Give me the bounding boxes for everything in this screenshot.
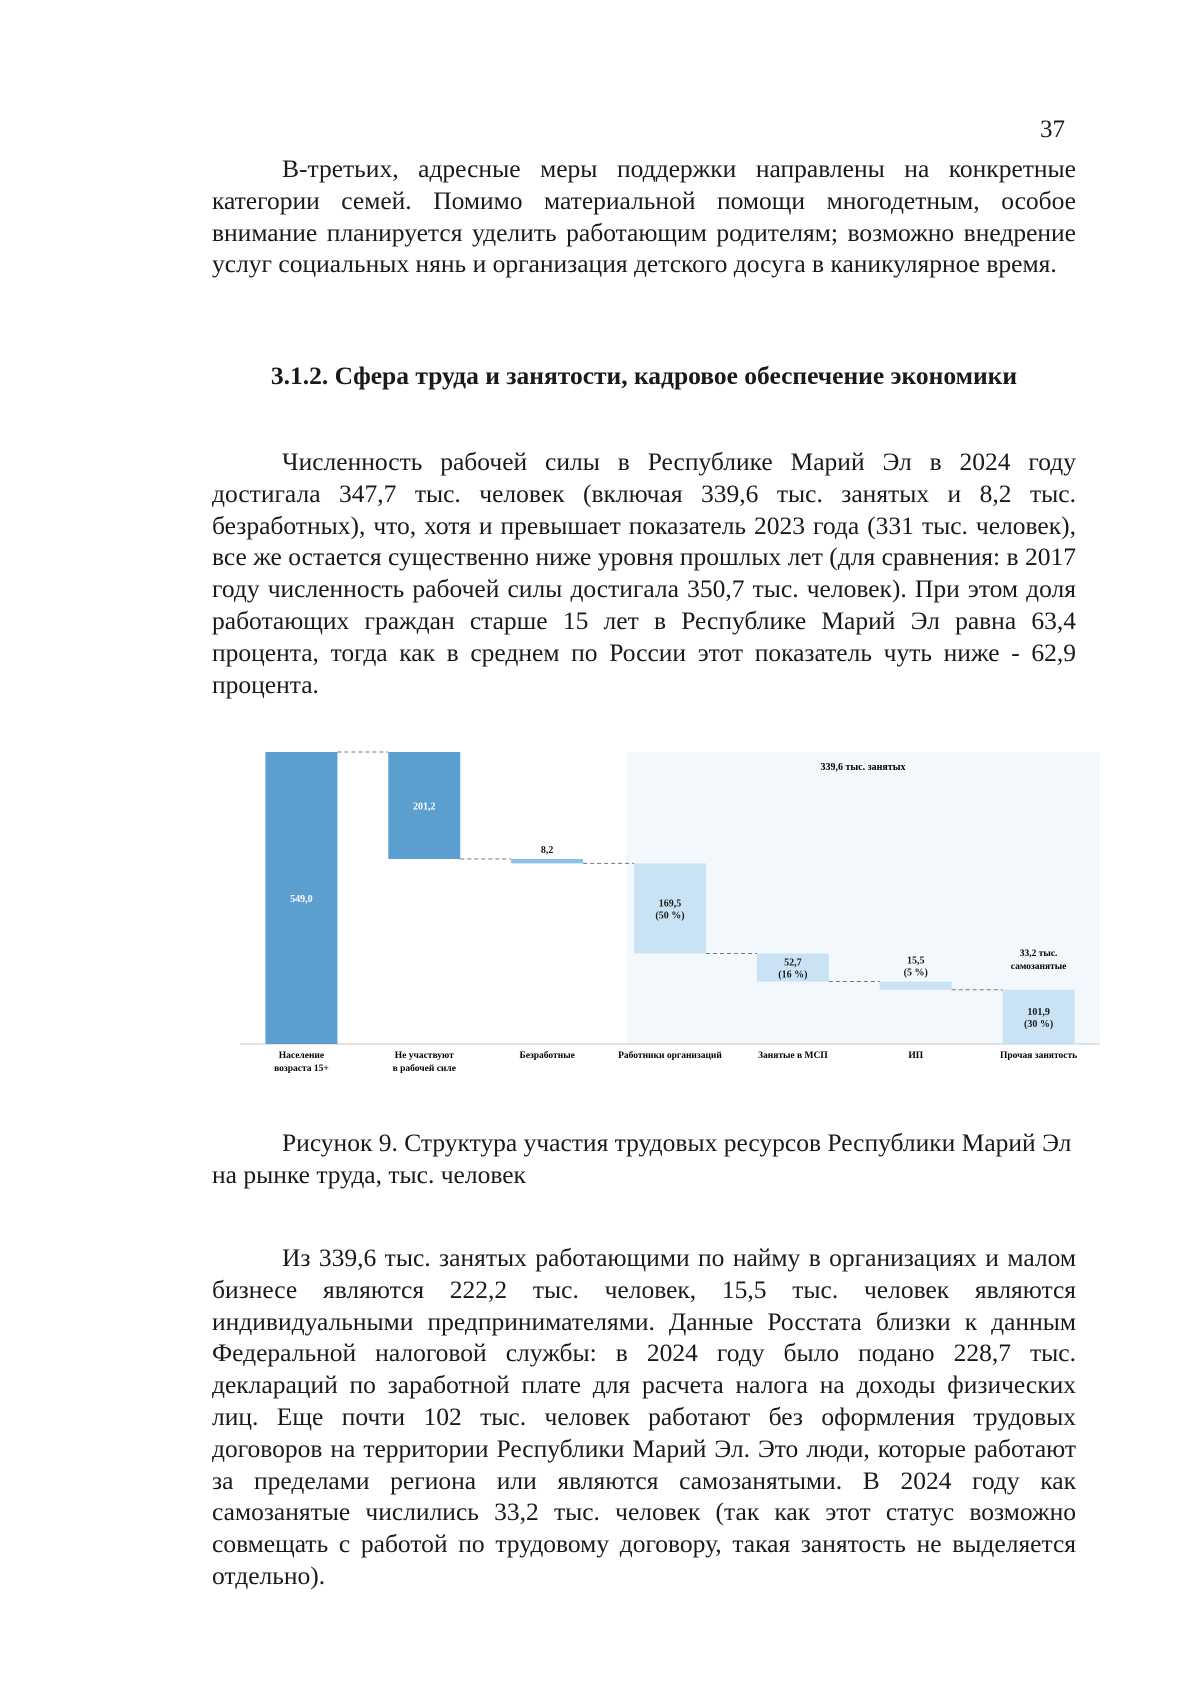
bar-value-label-2-1: 201,2 (413, 801, 436, 813)
bar-value-label-4-1: 169,5 (658, 898, 682, 910)
bar-value-label-5-2: (16 %) (778, 969, 808, 981)
category-label-3-1: Безработные (519, 1051, 575, 1061)
bar-6 (880, 982, 952, 990)
category-label-1-1: Население (278, 1051, 325, 1061)
bar-value-label-6-1: 15,5 (906, 955, 925, 967)
paragraph-support-measures: В-третьих, адресные меры поддержки направлены на конкретные категории семей. Помимо материальной помощи многодетным, особое внимание планируется уделить работающим родителям; возможно внедрение услуг социальных нянь и организация детского досуга в каникулярное время. (212, 154, 1076, 279)
category-label-2-2: в рабочей силе (392, 1064, 456, 1074)
figure-caption: Рисунок 9. Структура участия трудовых ресурсов Республики Марий Эл на рынке труда, тыс. человек (212, 1128, 1072, 1189)
category-label-2-1: Не участвуют (394, 1051, 454, 1061)
self-employed-annotation-1: 33,2 тыс. (1019, 948, 1058, 959)
bar-value-label-3-1: 8,2 (540, 845, 554, 857)
category-label-5-1: Занятые в МСП (757, 1051, 828, 1061)
category-label-6-1: ИП (908, 1051, 924, 1061)
bar-3 (511, 859, 583, 863)
waterfall-chart (240, 740, 1100, 1085)
bar-value-label-7-2: (30 %) (1023, 1018, 1054, 1030)
page-number: 37 (1040, 116, 1065, 143)
section-heading: 3.1.2. Сфера труда и занятости, кадровое обеспечение экономики (270, 361, 1018, 390)
bar-value-label-5-1: 52,7 (784, 957, 802, 969)
category-label-4-1: Работники организаций (618, 1051, 722, 1061)
self-employed-annotation-2: самозанятые (1010, 961, 1067, 972)
bar-value-label-6-2: (5 %) (903, 967, 928, 979)
bar-value-label-7-1: 101,9 (1027, 1006, 1050, 1018)
category-label-1-2: возраста 15+ (274, 1064, 329, 1074)
employed-group-label: 339,6 тыс. занятых (820, 762, 906, 773)
bar-value-label-4-2: (50 %) (655, 910, 685, 922)
bar-value-label-1-1: 549,0 (290, 894, 313, 905)
paragraph-labor-force: Численность рабочей силы в Республике Марий Эл в 2024 году достигала 347,7 тыс. человек (включая 339,6 тыс. занятых и 8,2 тыс. безработных), что, хотя и превышает показатель 2023 года (331 тыс. человек), все же остается существенно ниже уровня прошлых лет (для сравнения: в 2017 году численность рабочей силы достигала 350,7 тыс. человек). При этом доля работающих граждан старше 15 лет в Республике Марий Эл равна 63,4 процента, тогда как в среднем по России этот показатель чуть ниже - 62,9 процента. (212, 447, 1076, 699)
paragraph-employment-structure: Из 339,6 тыс. занятых работающими по найму в организациях и малом бизнесе являются 222,2 тыс. человек, 15,5 тыс. человек являются индивидуальными предпринимателями. Данные Росстата близки к данным Федеральной налоговой службы: в 2024 году было подано 228,7 тыс. деклараций по заработной плате для расчета налога на доходы физических лиц. Еще почти 102 тыс. человек работают без оформления трудовых договоров на территории Республики Марий Эл. Это люди, которые работают за пределами региона или являются самозанятыми. В 2024 году как самозанятые числились 33,2 тыс. человек (так как этот статус возможно совмещать с работой по трудовому договору, такая занятость не выделяется отдельно). (212, 1243, 1076, 1590)
category-label-7-1: Прочая занятость (999, 1051, 1078, 1061)
